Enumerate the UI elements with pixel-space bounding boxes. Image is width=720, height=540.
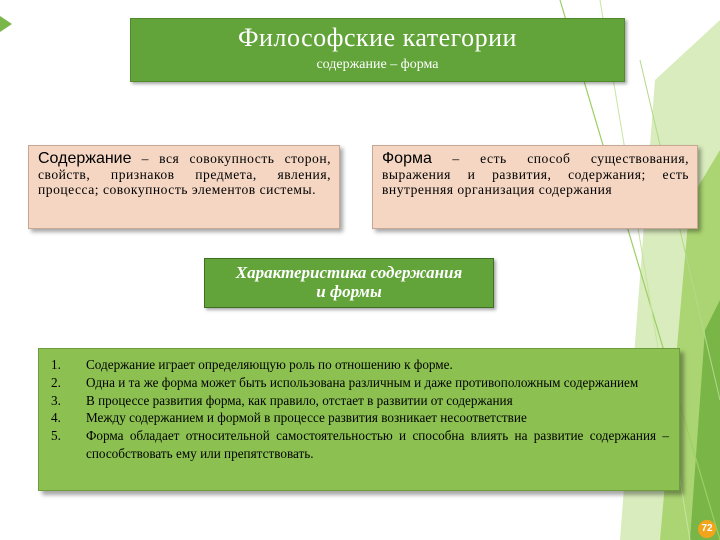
list-item-text: Одна и та же форма может быть использована различным и даже противоположным содержанием bbox=[86, 374, 639, 390]
list-item bbox=[51, 392, 669, 410]
form-definition-text: – есть способ существования, выражения и развития, содержания; есть внутренняя организация содержания bbox=[382, 151, 689, 197]
list-item-number: 4. bbox=[51, 410, 61, 426]
list-item bbox=[51, 427, 669, 463]
list-item bbox=[51, 356, 669, 374]
list-item-number: 1. bbox=[51, 357, 61, 372]
content-term: Содержание bbox=[38, 150, 132, 167]
characteristics-heading-line2: и формы bbox=[316, 282, 382, 301]
list-item-text: Форма обладает относительной самостоятельностью и способна влиять на развитие содержания – способствовать ему или препятствовать. bbox=[86, 428, 669, 461]
list-item-number: 3. bbox=[51, 392, 61, 408]
title-box bbox=[130, 18, 625, 82]
slide-bullet-arrow-icon bbox=[0, 16, 12, 32]
list-item-text: Содержание играет определяющую роль по отношению к форме. bbox=[86, 357, 453, 372]
characteristics-list bbox=[39, 349, 679, 463]
list-item-number: 2. bbox=[51, 374, 61, 390]
form-term: Форма bbox=[382, 150, 432, 167]
page-subtitle: содержание – форма bbox=[316, 57, 439, 72]
list-item-number: 5. bbox=[51, 428, 61, 444]
characteristics-heading-box bbox=[204, 258, 494, 308]
content-definition-text: – вся совокупность сторон, свойств, признаков предмета, явления, процесса; совокупность элементов системы. bbox=[38, 151, 331, 197]
form-definition-box bbox=[372, 145, 698, 229]
characteristics-list-box bbox=[38, 348, 680, 491]
list-item bbox=[51, 374, 669, 392]
page-title: Философские категории bbox=[238, 23, 517, 52]
page-number-badge: 72 bbox=[698, 520, 716, 538]
list-item bbox=[51, 409, 669, 427]
list-item-text: В процессе развития форма, как правило, отстает в развитии от содержания bbox=[86, 392, 513, 408]
list-item-text: Между содержанием и формой в процессе развития возникает несоответствие bbox=[86, 410, 527, 426]
characteristics-heading-line1: Характеристика содержания bbox=[235, 263, 463, 282]
content-definition-box bbox=[28, 145, 340, 229]
